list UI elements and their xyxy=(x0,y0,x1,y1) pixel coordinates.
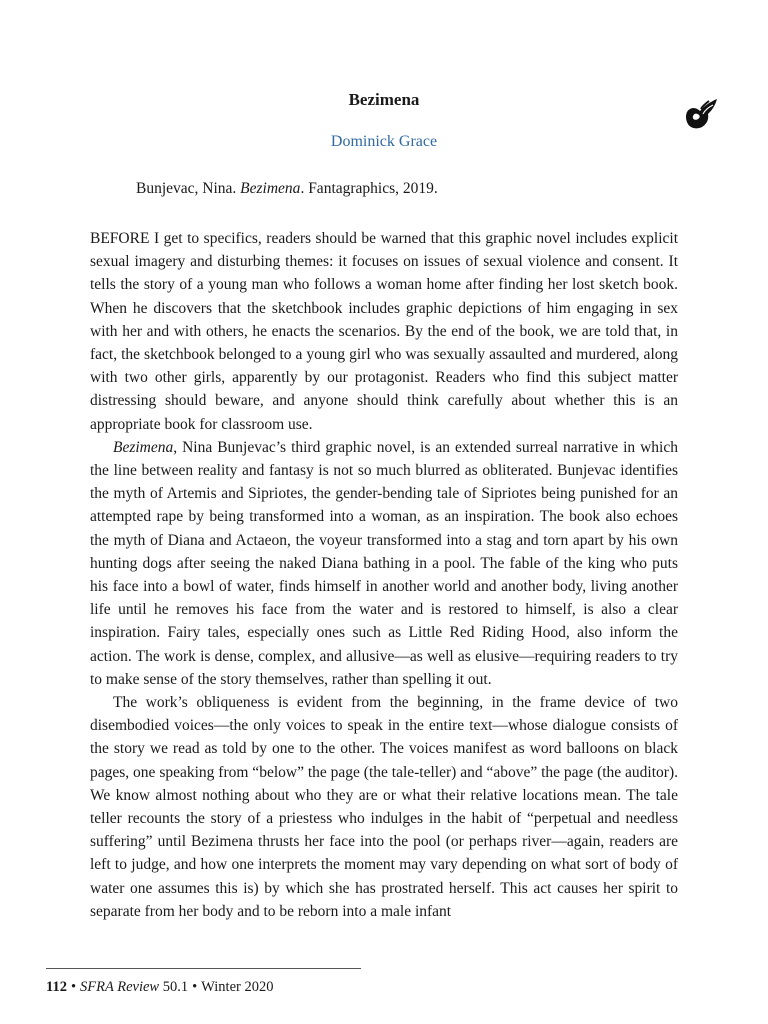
page-footer xyxy=(46,979,273,996)
footer-separator: • xyxy=(70,979,77,995)
article-author: Dominick Grace xyxy=(330,133,438,150)
paragraph-2 xyxy=(90,436,678,691)
paragraph-1: BEFORE I get to specifics, readers should be warned that this graphic novel includes explicit sexual imagery and disturbing themes: it focuses on issues of sexual violence and consent. It tells the story of a young man who follows a woman home after finding her lost sketch book. When he discovers that the sketchbook includes graphic depictions of him engaging in sex with her and with others, he enacts the scenarios. By the end of the book, we are told that, in fact, the sketchbook belonged to a young girl who was sexually assaulted and murdered, along with two other girls, apparently by our protagonist. Readers who find this subject matter distressing should beware, and anyone should think carefully about whether this is an appropriate book for classroom use. xyxy=(90,230,678,433)
paragraph-2-text: , Nina Bunjevac’s third graphic novel, is an extended surreal narrative in which the line between reality and fantasy is not so much blurred as obliterated. Bunjevac identifies the myth of Artemis and Sipriotes, the gender-bending tale of Sipriotes being punished for an attempted rape by being transformed into a woman, as an inspiration. The book also echoes the myth of Diana and Actaeon, the voyeur transformed into a stag and torn apart by his own hunting dogs after seeing the naked Diana bathing in a pool. The fable of the king who puts his face into a bowl of water, finds himself in another world and another body, living another life until he removes his face from the water and is restored to himself, is also a clear inspiration. Fairy tales, especially ones such as Little Red Riding Hood, also inform the action. The work is dense, complex, and allusive—as well as elusive—requiring readers to try to make sense of the story themselves, rather than spelling it out. xyxy=(90,438,678,688)
journal-season: Winter 2020 xyxy=(201,979,274,995)
journal-issue: 50.1 xyxy=(159,979,189,995)
citation-book-title: Bezimena xyxy=(240,180,301,197)
footer-divider xyxy=(46,968,361,969)
journal-name: SFRA Review xyxy=(80,979,160,995)
citation-publisher: . Fantagraphics, 2019. xyxy=(300,180,438,197)
page-number: 112 xyxy=(46,979,67,995)
paragraph-2-book-title: Bezimena xyxy=(113,438,174,456)
citation-author: Bunjevac, Nina. xyxy=(136,180,237,197)
paragraph-3: The work’s obliqueness is evident from the beginning, in the frame device of two disembodied voices—the only voices to speak in the entire text—whose dialogue consists of the story we read as told by one to the other. The voices manifest as word balloons on black pages, one speaking from “below” the page (the tale-teller) and “above” the page (the auditor). We know almost nothing about who they are or what their relative locations mean. The tale teller recounts the story of a priestess who indulges in the habit of “perpetual and needless suffering” until Bezimena thrusts her face into the pool (or perhaps river—again, readers are left to judge, and how one interprets the moment may vary depending on what sort of body of water one assumes this is) by which she has prostrated herself. This act causes her spirit to separate from her body and to be reborn into a male infant xyxy=(90,694,678,920)
article-body xyxy=(90,227,678,923)
article-title: Bezimena xyxy=(348,90,420,109)
flame-swirl-icon xyxy=(683,97,719,133)
book-citation xyxy=(136,180,438,198)
footer-separator: • xyxy=(192,979,198,995)
